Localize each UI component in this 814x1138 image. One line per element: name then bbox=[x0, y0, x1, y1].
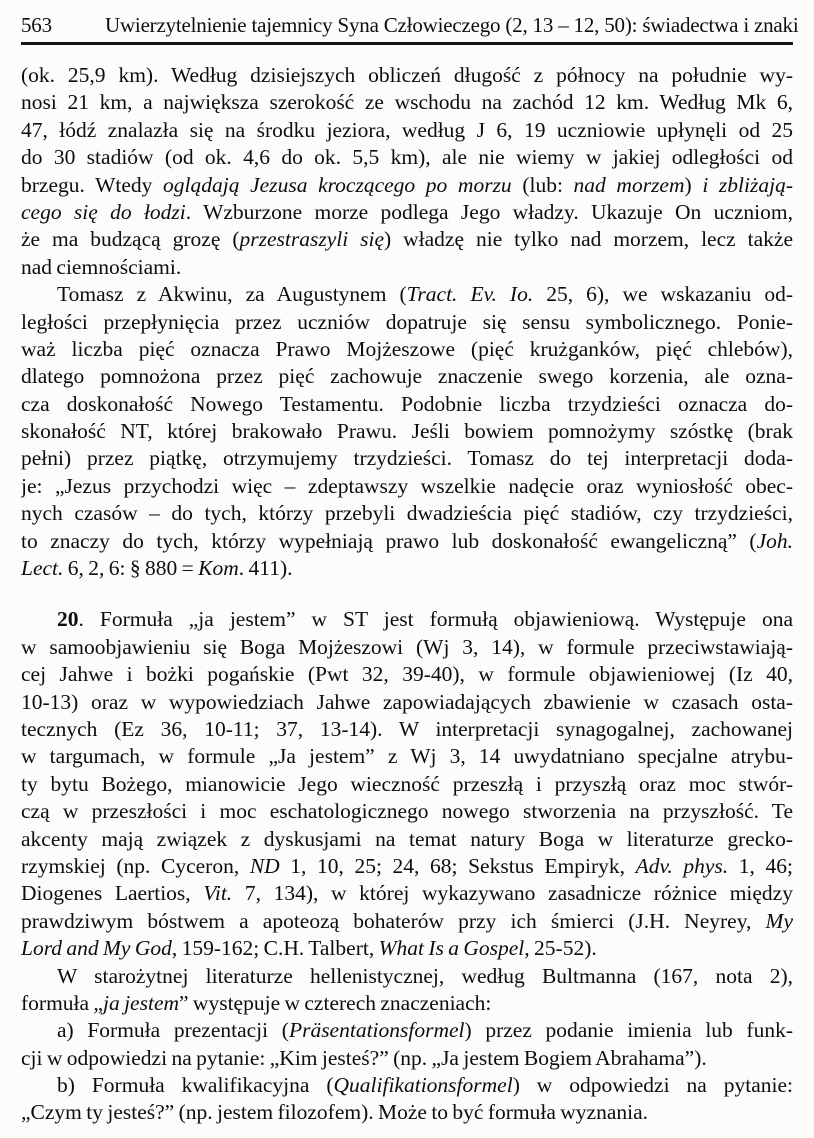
text-line bbox=[21, 634, 793, 661]
text-line bbox=[21, 689, 793, 716]
running-title: Uwierzytelnienie tajemnicy Syna Człowieczego (2, 13 – 12, 50): świadectwa i znaki bbox=[105, 13, 799, 37]
text-line bbox=[21, 798, 793, 825]
text-line bbox=[21, 117, 793, 144]
text-line bbox=[21, 1099, 793, 1126]
text-run: 1, 10, 25; 24, 68; Sekstus Empiryk, bbox=[279, 853, 636, 878]
text-run: prawdziwym bóstwem a apoteozą bohaterów przy ich śmierci (J.H. Neyrey, bbox=[21, 908, 766, 933]
text-run: Diogenes Laertios, bbox=[21, 881, 204, 906]
text-run: nosi 21 km, a największa szerokość ze wschodu na zachód 12 km. Według Mk 6, bbox=[21, 90, 793, 115]
text-line bbox=[21, 826, 793, 853]
text-run: ) władzę nie tylko nad morzem, lecz także bbox=[384, 227, 793, 252]
text-line bbox=[21, 963, 793, 990]
text-line bbox=[21, 281, 793, 308]
text-run: cji w odpowiedzi na pytanie: „Kim jesteś?” (np. „Ja jestem Bogiem Abrahama”). bbox=[21, 1045, 707, 1070]
text-run: nad ciemnościami. bbox=[21, 254, 182, 279]
page-body bbox=[21, 62, 793, 1127]
text-run: tecznych (Ez 36, 10-11; 37, 13-14). W interpretacji synagogalnej, zachowanej bbox=[21, 716, 793, 741]
text-run: „Czym ty jesteś?” (np. jestem filozofem). Może to być formuła wyznania. bbox=[21, 1100, 649, 1125]
italic-run: Präsentationsformel bbox=[288, 1018, 465, 1043]
text-run: ty bytu Bożego, mianowicie Jego wieczność przeszłą i przyszłą oraz moc stwór- bbox=[21, 771, 793, 796]
text-run: (ok. 25,9 km). Według dzisiejszych obliczeń długość z północy na południe wy- bbox=[21, 63, 793, 87]
text-line bbox=[21, 908, 793, 935]
italic-run: Adv. phys. bbox=[635, 853, 729, 878]
text-line bbox=[21, 254, 793, 281]
text-line bbox=[21, 1045, 793, 1072]
page-number: 563 bbox=[21, 13, 52, 37]
italic-run: What Is a Gospel bbox=[378, 936, 525, 961]
text-line bbox=[21, 771, 793, 798]
text-line bbox=[21, 226, 793, 253]
italic-run: i zbliżają- bbox=[702, 172, 793, 197]
text-run: b) Formuła kwalifikacyjna ( bbox=[57, 1073, 334, 1098]
text-line bbox=[21, 528, 793, 555]
para-a-praesentationsformel bbox=[21, 1017, 793, 1072]
text-run: cza doskonałość Nowego Testamentu. Podobnie liczba trzydzieści oznacza do- bbox=[21, 391, 793, 416]
italic-run: Joh. bbox=[756, 528, 793, 553]
italic-run: Lect. bbox=[21, 556, 64, 581]
text-run: w samoobjawieniu się Boga Mojżeszowi (Wj 3, 14), w formule przeciwstawiają- bbox=[21, 634, 793, 659]
text-line bbox=[21, 1072, 793, 1099]
text-run: do 30 stadiów (od ok. 4,6 do ok. 5,5 km), ale nie wiemy w jakiej odległości od bbox=[21, 145, 793, 170]
text-run: ) bbox=[684, 172, 703, 197]
text-run: 47, łódź znalazła się na środku jeziora, według J 6, 19 uczniowie upłynęli od 25 bbox=[21, 117, 793, 142]
bold-run: 20 bbox=[57, 607, 79, 632]
text-line bbox=[21, 555, 793, 582]
para-aquinas-symbolism bbox=[21, 281, 793, 582]
text-run: 6, 2, 6: § 880 = bbox=[63, 556, 199, 581]
text-run: 10-13) oraz w wypowiedziach Jahwe zapowiadających zbawienie w czasach osta- bbox=[21, 689, 793, 714]
text-line bbox=[21, 853, 793, 880]
text-run: , 159-162; C.H. Talbert, bbox=[171, 936, 379, 961]
text-run: cej Jahwe i bożki pogańskie (Pwt 32, 39-40), w formule objawieniowej (Iz 40, bbox=[21, 662, 793, 687]
text-run: dlatego pomnożona przez pięć zachowuje znaczenie swego korzenia, ale ozna- bbox=[21, 364, 793, 389]
text-run: że ma budzącą grozę ( bbox=[21, 227, 240, 252]
italic-run: nad morzem bbox=[573, 172, 685, 197]
text-line bbox=[21, 473, 793, 500]
text-line bbox=[21, 445, 793, 472]
italic-run: oglądają Jezusa kroczącego po morzu bbox=[163, 172, 512, 197]
italic-run: ND bbox=[249, 853, 280, 878]
text-line bbox=[21, 716, 793, 743]
italic-run: cego się do łodzi bbox=[21, 199, 186, 224]
text-run: 7, 134), w której wykazywano zasadnicze różnice między bbox=[232, 881, 793, 906]
text-line bbox=[21, 363, 793, 390]
text-run: . Formuła „ja jestem” w ST jest formułą objawieniową. Występuje ona bbox=[78, 607, 793, 632]
text-run: brzegu. Wtedy bbox=[21, 172, 164, 197]
text-run: pełni) przez piątkę, otrzymujemy trzydzieści. Tomasz do tej interpretacji doda- bbox=[21, 446, 793, 471]
text-line bbox=[21, 391, 793, 418]
text-run: ) przez podanie imienia lub funk- bbox=[464, 1018, 793, 1043]
text-line bbox=[21, 336, 793, 363]
text-run: waż liczba pięć oznacza Prawo Mojżeszowe (pięć krużganków, pięć chlebów), bbox=[21, 336, 793, 361]
text-line bbox=[21, 199, 793, 226]
text-run: nych czasów – do tych, którzy przebyli dwadzieścia pięć stadiów, czy trzydzieści, bbox=[21, 501, 793, 526]
running-header bbox=[21, 10, 799, 40]
text-run: rzymskiej (np. Cyceron, bbox=[21, 853, 250, 878]
text-run: akcenty mają związek z dyskusjami na temat natury Boga w literaturze grecko- bbox=[21, 826, 793, 851]
text-run: to znaczy do tych, którzy wypełniają prawo lub doskonałość ewangeliczną” ( bbox=[21, 528, 757, 553]
text-run: 25, 6), we wskazaniu od- bbox=[533, 282, 793, 307]
text-line bbox=[21, 418, 793, 445]
italic-run: Tract. Ev. Io. bbox=[406, 282, 534, 307]
text-run: , 25-52). bbox=[524, 936, 597, 961]
text-line bbox=[21, 144, 793, 171]
text-run: formuła „ bbox=[21, 990, 103, 1015]
text-run: skonałość NT, której brakowało Prawu. Jeśli bowiem pomnożymy szóstkę (brak bbox=[21, 419, 793, 444]
text-run: 1, 46; bbox=[728, 853, 793, 878]
italic-run: Lord and My God bbox=[21, 936, 172, 961]
text-run: . Wzburzone morze podlega Jego władzy. Ukazuje On uczniom, bbox=[185, 199, 793, 224]
text-run: (lub: bbox=[511, 172, 574, 197]
text-line bbox=[21, 309, 793, 336]
text-line bbox=[21, 172, 793, 199]
para-20-ja-jestem-formula bbox=[21, 606, 793, 962]
italic-run: ja jestem bbox=[102, 990, 180, 1015]
italic-run: Kom bbox=[198, 556, 239, 581]
text-line bbox=[21, 89, 793, 116]
text-run: w targumach, w formule „Ja jestem” z Wj 3, 14 uwydatniano specjalne atrybu- bbox=[21, 744, 793, 769]
italic-run: przestraszyli się bbox=[239, 227, 385, 252]
italic-run: Vit. bbox=[203, 881, 233, 906]
para-lake-crossing bbox=[21, 62, 793, 281]
para-b-qualifikationsformel bbox=[21, 1072, 793, 1127]
text-line bbox=[21, 743, 793, 770]
text-line bbox=[21, 62, 793, 89]
text-run: . 411). bbox=[238, 556, 293, 581]
text-run: a) Formuła prezentacji ( bbox=[57, 1018, 289, 1043]
para-bultmann-four-meanings bbox=[21, 963, 793, 1018]
text-run: Tomasz z Akwinu, za Augustynem ( bbox=[57, 282, 407, 307]
text-line bbox=[21, 500, 793, 527]
header-rule bbox=[21, 42, 793, 45]
text-run: ległości przepłynięcia przez uczniów dopatruje się sensu symbolicznego. Ponie- bbox=[21, 309, 793, 334]
text-run: czą w przeszłości i moc eschatologicznego nowego stworzenia na przyszłość. Te bbox=[21, 799, 793, 824]
text-run: ” występuje w czterech znaczeniach: bbox=[179, 990, 492, 1015]
text-line bbox=[21, 661, 793, 688]
text-line bbox=[21, 606, 793, 633]
text-run: W starożytnej literaturze hellenistycznej, według Bultmanna (167, nota 2), bbox=[57, 963, 793, 988]
text-line bbox=[21, 935, 793, 962]
italic-run: Qualifikationsformel bbox=[333, 1073, 513, 1098]
text-run: ) w odpowiedzi na pytanie: bbox=[512, 1073, 793, 1098]
italic-run: My bbox=[765, 908, 793, 933]
text-run: je: „Jezus przychodzi więc – zdeptawszy wszelkie nadęcie oraz wyniosłość obec- bbox=[21, 473, 793, 498]
text-line bbox=[21, 990, 793, 1017]
text-line bbox=[21, 1017, 793, 1044]
text-line bbox=[21, 880, 793, 907]
